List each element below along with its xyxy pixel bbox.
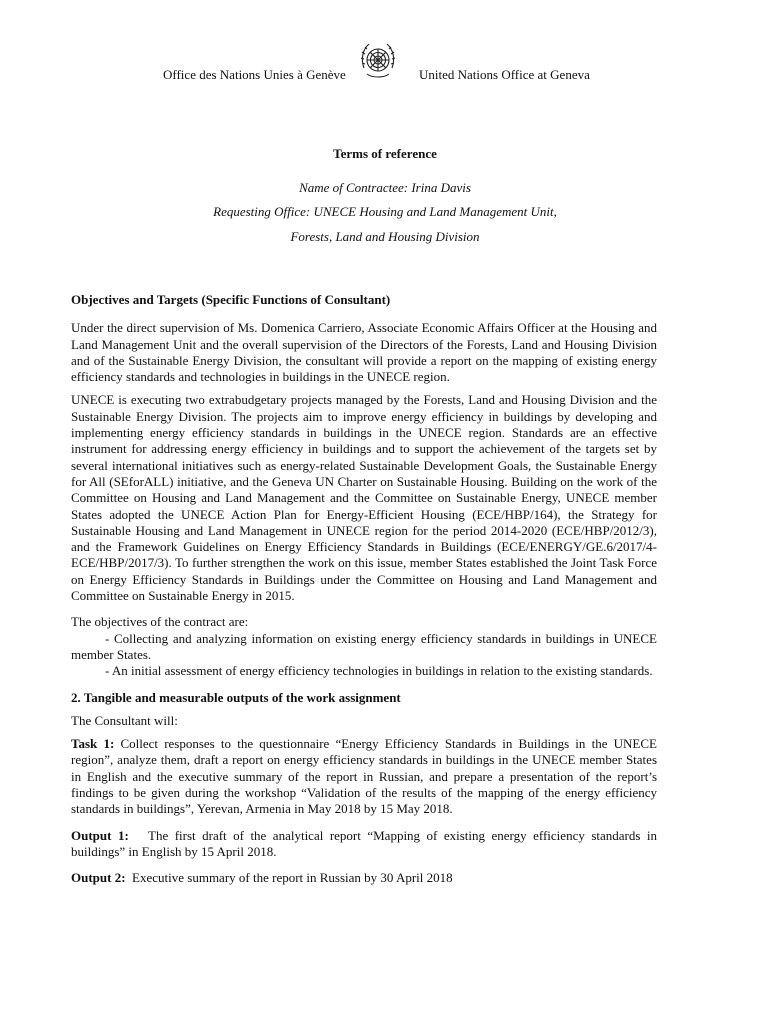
consultant-intro: The Consultant will: [71, 712, 178, 728]
requesting-office-line: Requesting Office: UNECE Housing and Land Management Unit, [213, 204, 557, 219]
objectives-intro: The objectives of the contract are: [71, 614, 249, 630]
output-1-text: The first draft of the analytical report “Mapping of existing energy efficiency standards in buildings” in English by 15 April 2018. [71, 827, 658, 859]
projects-paragraph: UNECE is executing two extrabudgetary projects managed by the Forests, Land and Housing Division and the Sustainable Energy Division. The projects aim to improve energy efficiency in buildings by developing and implementing energy efficiency standards in buildings in the UNECE region. Standards are an effective instrument for addressing energy efficiency in buildings and to support the achievement of the targets set by several international initiatives such as energy-related Sustainable Development Goals, the Sustainable Energy for All (SEforALL) initiative, and the Geneva UN Charter on Sustainable Housing. Building on the work of the Committee on Housing and Land Management and the Committee on Sustainable Energy, UNECE member States adopted the UNECE Action Plan for Energy-Efficient Housing (ECE/HBP/164), the Strategy for Sustainable Housing and Land Management in UNECE region for the period 2014-2020 (ECE/HBP/2012/3), and the Framework Guidelines on Energy Efficiency Standards in Buildings (ECE/ENERGY/GE.6/2017/4-ECE/HBP/2017/3). To further strengthen the work on this issue, member States established the Joint Task Force on Energy Efficiency Standards in Buildings under the Committee on Housing and Land Management and Committee on Sustainable Energy in 2015. [71, 392, 657, 604]
objective-item-2: - An initial assessment of energy efficiency technologies in buildings in relation to the existing standards. [105, 663, 653, 679]
task-1-paragraph [71, 736, 657, 817]
output-1-paragraph [71, 828, 657, 861]
supervision-paragraph: Under the direct supervision of Ms. Domenica Carriero, Associate Economic Affairs Officer at the Housing and Land Management Unit and the overall supervision of the Directors of the Forests, Land and Housing Division and of the Sustainable Energy Division, the consultant will provide a report on the mapping of existing energy efficiency standards and technologies in buildings in the UNECE region. [71, 320, 657, 385]
objective-item-1: - Collecting and analyzing information on existing energy efficiency standards in buildings in UNECE member States. [71, 630, 657, 662]
division-line: Forests, Land and Housing Division [290, 229, 480, 244]
section-heading-outputs: 2. Tangible and measurable outputs of the work assignment [71, 689, 401, 705]
contractee-line: Name of Contractee: Irina Davis [299, 180, 471, 195]
un-emblem-icon [355, 38, 401, 84]
section-heading-objectives: Objectives and Targets (Specific Functions of Consultant) [71, 292, 391, 307]
document-body [71, 292, 657, 887]
header-left-text: Office des Nations Unies à Genève [163, 67, 346, 82]
header-right-text: United Nations Office at Geneva [419, 67, 590, 82]
output-2-text: Executive summary of the report in Russian by 30 April 2018 [132, 870, 453, 886]
output-2-paragraph [71, 870, 657, 886]
page-title: Terms of reference [333, 146, 437, 161]
output-2-label: Output 2: [71, 870, 126, 886]
output-1-label: Output 1: [71, 827, 129, 843]
task-1-text: Collect responses to the questionnaire “Energy Efficiency Standards in Buildings in the UNECE region”, analyze them, draft a report on energy efficiency standards in buildings in the UNECE member States in English and the executive summary of the report in Russian, and prepare a presentation of the report’s findings to be given during the workshop “Validation of the results of the mapping of the energy efficiency standards in buildings”, Yerevan, Armenia in May 2018 by 15 May 2018. [71, 736, 657, 817]
task-1-label: Task 1: [71, 736, 115, 752]
